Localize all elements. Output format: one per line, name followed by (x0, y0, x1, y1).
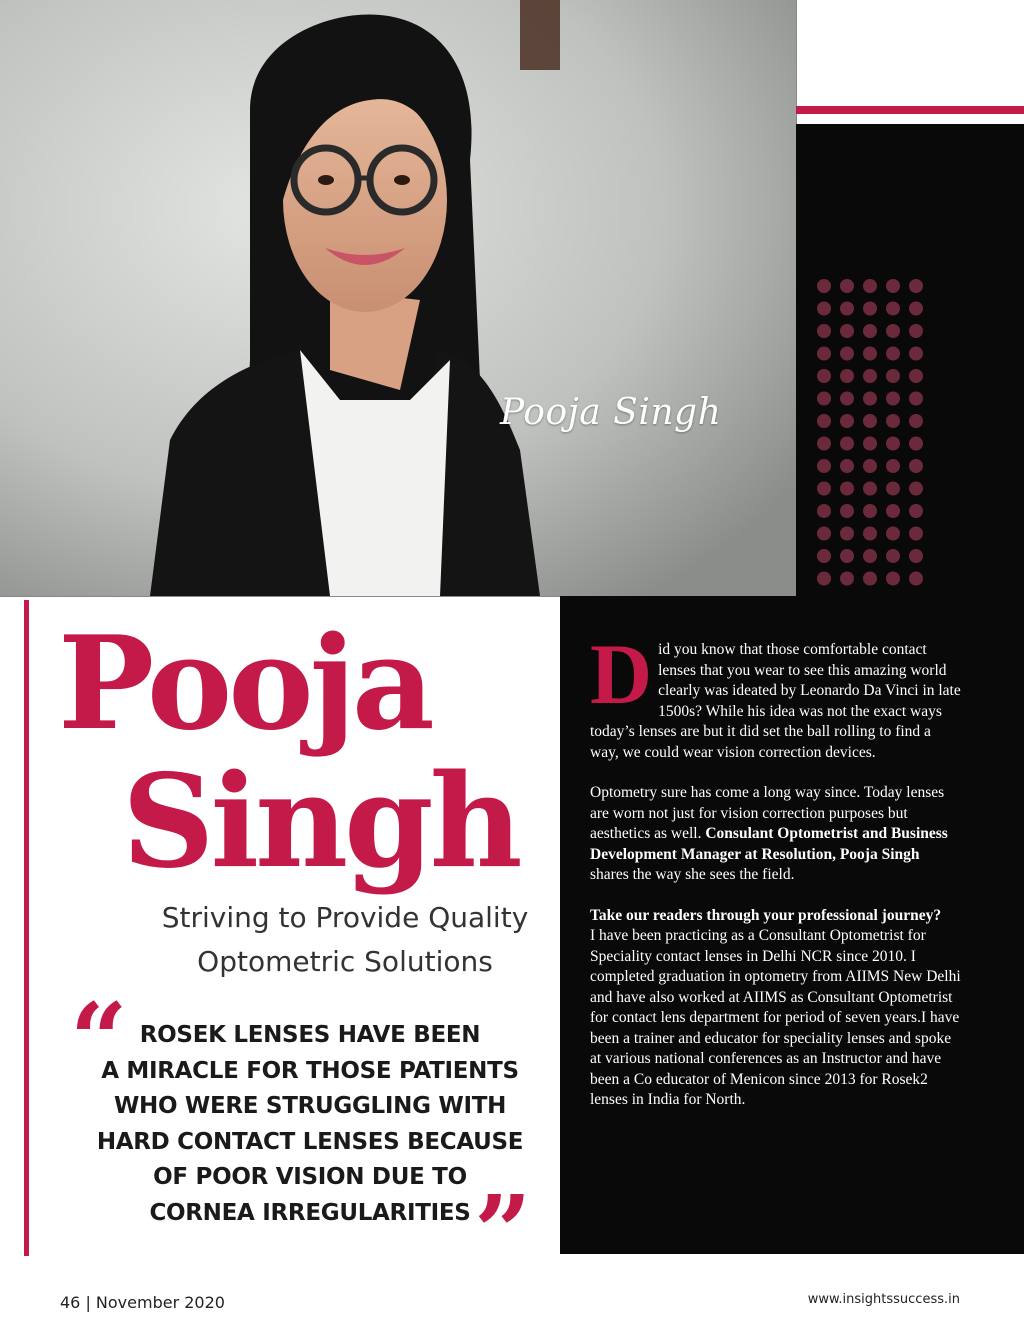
dot (909, 324, 923, 338)
dot (817, 392, 831, 406)
dot (909, 482, 923, 496)
accent-bar (24, 600, 29, 1256)
bold-text: Consulant Optometrist and Business Development Manager at Resolution, Pooja Singh (590, 825, 948, 863)
dot (840, 504, 854, 518)
dot (817, 504, 831, 518)
dot (863, 414, 877, 428)
dot (840, 527, 854, 541)
dot (840, 347, 854, 361)
headline-first-name: Pooja (58, 609, 431, 759)
dot (817, 324, 831, 338)
dot (909, 347, 923, 361)
dot (886, 459, 900, 473)
dot (863, 572, 877, 586)
dot (817, 549, 831, 563)
quote-line: WHO WERE STRUGGLING WITH (113, 1093, 507, 1119)
paragraph-text: Optometry sure has come a long way since. Today lenses are worn not just for vision correction purposes but aesthetics as well. (590, 784, 945, 842)
photo-caption: Pooja Singh (500, 392, 722, 433)
dot (817, 414, 831, 428)
interview-question: Take our readers through your professional journey? (590, 906, 942, 924)
page-number: 46 | November 2020 (60, 1293, 225, 1312)
dot (863, 302, 877, 316)
dot (840, 414, 854, 428)
dot (909, 459, 923, 473)
dot (840, 369, 854, 383)
qa-block (590, 906, 962, 1111)
dot (886, 347, 900, 361)
dot (909, 437, 923, 451)
close-quote-icon: ” (474, 1173, 532, 1291)
dot (886, 572, 900, 586)
dot (909, 572, 923, 586)
dot (909, 504, 923, 518)
interview-answer: I have been practicing as a Consultant Optometrist for Speciality contact lenses in Delhi NCR since 2010. I completed graduation in optometry from AIIMS New Delhi and have also worked at AIIMS as Consultant Optometrist for contact lens department for period of seven years.I have been a trainer and educator for speciality lenses and spoke at various national conferences as an Instructor and have been a Co educator of Menicon since 2013 for Rosek2 lenses in India for North. (590, 927, 961, 1108)
dot (886, 414, 900, 428)
dot (863, 549, 877, 563)
dot (886, 279, 900, 293)
dot (886, 369, 900, 383)
dot (886, 549, 900, 563)
dot (840, 279, 854, 293)
portrait-illustration (0, 0, 796, 596)
dot (817, 527, 831, 541)
pull-quote (80, 1018, 540, 1231)
dot (840, 482, 854, 496)
dot (817, 302, 831, 316)
dot (840, 572, 854, 586)
subtitle-line: Striving to Provide Quality (161, 901, 529, 934)
drop-cap: D (590, 626, 653, 722)
dot (886, 324, 900, 338)
website-link[interactable]: www.insightssuccess.in (807, 1292, 960, 1307)
dot (909, 392, 923, 406)
dot (817, 347, 831, 361)
dot (909, 527, 923, 541)
dot (840, 549, 854, 563)
intro-paragraph (590, 626, 962, 763)
dot (863, 324, 877, 338)
dot (863, 437, 877, 451)
dot (817, 482, 831, 496)
headline-last-name: Singh (122, 747, 519, 897)
dot (817, 572, 831, 586)
dot (886, 527, 900, 541)
dot (840, 459, 854, 473)
dot (909, 369, 923, 383)
quote-line: ROSEK LENSES HAVE BEEN (139, 1022, 481, 1048)
dot (840, 437, 854, 451)
dot (863, 504, 877, 518)
quote-line: OF POOR VISION DUE TO (153, 1164, 467, 1190)
dot (886, 482, 900, 496)
intro-text: id you know that those comfortable contact lenses that you wear to see this amazing world clearly was ideated by Leonardo Da Vinci in late 1500s? While his idea was not the exact ways today’s lenses are but it did set the ball rolling to find a way, we could wear vision correction devices. (590, 641, 961, 761)
subtitle (140, 896, 550, 984)
dot (863, 459, 877, 473)
dot (840, 302, 854, 316)
dot (886, 504, 900, 518)
second-paragraph (590, 783, 962, 886)
dot (886, 392, 900, 406)
dot (863, 369, 877, 383)
dot (909, 302, 923, 316)
dot (886, 437, 900, 451)
dot (863, 347, 877, 361)
dot (840, 324, 854, 338)
dot (817, 369, 831, 383)
paragraph-text: shares the way she sees the field. (590, 866, 795, 883)
dot (909, 549, 923, 563)
dot (863, 392, 877, 406)
dot (909, 279, 923, 293)
subtitle-line: Optometric Solutions (197, 945, 493, 978)
accent-line (796, 106, 1024, 114)
quote-line: HARD CONTACT LENSES BECAUSE (96, 1128, 524, 1155)
open-quote-icon: “ (70, 981, 128, 1099)
dot-pattern (816, 278, 926, 600)
dot (909, 414, 923, 428)
dot (817, 459, 831, 473)
dot (886, 302, 900, 316)
dot (817, 279, 831, 293)
dot (863, 279, 877, 293)
quote-line: A MIRACLE FOR THOSE PATIENTS (101, 1057, 519, 1084)
quote-line: CORNEA IRREGULARITIES (149, 1199, 471, 1226)
dot (817, 437, 831, 451)
article-body (590, 626, 962, 1111)
dot (863, 527, 877, 541)
portrait-photo (0, 0, 797, 597)
dot (863, 482, 877, 496)
dot (840, 392, 854, 406)
